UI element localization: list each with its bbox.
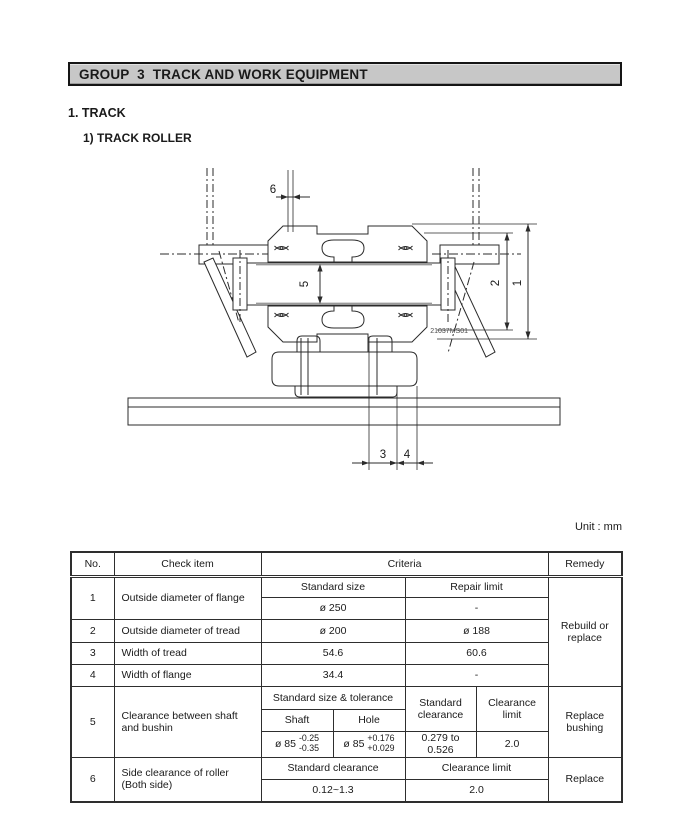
row4-std-value: 34.4: [261, 664, 405, 686]
subsection-title-track-roller: 1) TRACK ROLLER: [83, 131, 192, 145]
row6-std-clearance-label: Standard clearance: [261, 757, 405, 779]
row6-item-line1: Side clearance of roller: [121, 767, 229, 780]
row1-repair-value: -: [405, 597, 548, 619]
hole-label: Hole: [333, 709, 405, 731]
dim-label-1: 1: [512, 279, 524, 287]
dim4-arrow-right: [417, 461, 424, 466]
row3-std-value: 54.6: [261, 642, 405, 664]
dim-label-3: 3: [379, 449, 387, 461]
shaft-label: Shaft: [261, 709, 333, 731]
tolerance-label: Standard size & tolerance: [261, 686, 405, 709]
clearance-limit-label: Clearance limit: [476, 686, 548, 731]
table-row: [71, 642, 622, 664]
row2-repair-value: ø 188: [405, 619, 548, 642]
roller-lower-body: [268, 306, 427, 342]
col-header-remedy: Remedy: [548, 552, 622, 576]
row3-no: 3: [71, 642, 114, 664]
dim2-arrow-top: [505, 233, 510, 241]
repair-limit-label: Repair limit: [405, 576, 548, 597]
row2-no: 2: [71, 619, 114, 642]
row3-item: Width of tread: [114, 642, 261, 664]
figure-code: 21037MS01: [430, 328, 468, 335]
table-row: [71, 619, 622, 642]
hole-diameter: ø 85: [343, 738, 365, 750]
lower-roller-body: [272, 352, 417, 386]
row5-item-line2: and bushin: [121, 721, 173, 734]
shaft-tol-lower: -0.35: [298, 743, 320, 753]
dim6-arrow-left: [281, 194, 288, 199]
row1-item: Outside diameter of flange: [114, 576, 261, 619]
col-header-no: No.: [71, 552, 114, 576]
unit-label: Unit : mm: [574, 521, 622, 533]
track-roller-drawing: [120, 160, 600, 505]
row5-clearance-limit-value: 2.0: [476, 731, 548, 757]
row6-clearance-limit-label: Clearance limit: [405, 757, 548, 779]
dim-label-2: 2: [490, 279, 502, 287]
row6-item: [114, 757, 261, 802]
col-header-criteria: Criteria: [261, 552, 548, 576]
hole-tolerance-value: [333, 731, 405, 757]
dim-label-6: 6: [269, 184, 277, 196]
row4-no: 4: [71, 664, 114, 686]
standard-size-label: Standard size: [261, 576, 405, 597]
dim6-arrow-right: [293, 194, 300, 199]
row5-std-clearance-value: 0.279 to 0.526: [405, 731, 476, 757]
dim1-arrow-top: [526, 224, 531, 232]
row6-std-value: 0.12~1.3: [261, 779, 405, 802]
row3-repair-value: 60.6: [405, 642, 548, 664]
shaft-tolerance-value: [261, 731, 333, 757]
dim-label-4: 4: [403, 449, 411, 461]
row6-limit-value: 2.0: [405, 779, 548, 802]
standard-clearance-label: Standard clearance: [405, 686, 476, 731]
dim6-extension-lines: [288, 170, 293, 232]
shaft-tol-upper: -0.25: [298, 733, 320, 744]
hole-tol-lower: +0.029: [367, 743, 395, 753]
lower-roller-lip: [295, 386, 397, 397]
roller-upper-body: [268, 226, 427, 262]
row4-item: Width of flange: [114, 664, 261, 686]
dim3-arrow-left: [362, 461, 369, 466]
table-header-row: [71, 552, 622, 576]
row6-no: 6: [71, 757, 114, 802]
remedy-rows1-4: Rebuild or replace: [548, 576, 622, 686]
spec-table: [70, 551, 623, 803]
section-title-track: 1. TRACK: [68, 106, 126, 120]
row2-std-value: ø 200: [261, 619, 405, 642]
dim2-arrow-bottom: [505, 323, 510, 331]
track-roller-diagram: [120, 160, 600, 505]
group-header-bar: [68, 62, 622, 86]
row6-item-line2: (Both side): [121, 779, 173, 792]
dim1-arrow-bottom: [526, 332, 531, 340]
row5-item-line1: Clearance between shaft: [121, 709, 238, 722]
dim-label-5: 5: [299, 280, 311, 288]
table-row: [71, 576, 622, 597]
row5-remedy: Replace bushing: [548, 686, 622, 757]
row6-remedy: Replace: [548, 757, 622, 802]
table-row: [71, 664, 622, 686]
table-row: [71, 757, 622, 779]
shaft-diameter: ø 85: [274, 738, 296, 750]
hole-tol-upper: +0.176: [367, 733, 395, 744]
row1-std-value: ø 250: [261, 597, 405, 619]
dim4-arrow-left: [397, 461, 404, 466]
group-header-title: GROUP 3 TRACK AND WORK EQUIPMENT: [79, 66, 368, 82]
row1-no: 1: [71, 576, 114, 619]
dim3-arrow-right: [390, 461, 397, 466]
row2-item: Outside diameter of tread: [114, 619, 261, 642]
row4-repair-value: -: [405, 664, 548, 686]
table-row: [71, 686, 622, 709]
shaft: [247, 263, 441, 305]
row5-item: [114, 686, 261, 757]
col-header-check-item: Check item: [114, 552, 261, 576]
track-plate: [128, 398, 560, 425]
row5-no: 5: [71, 686, 114, 757]
